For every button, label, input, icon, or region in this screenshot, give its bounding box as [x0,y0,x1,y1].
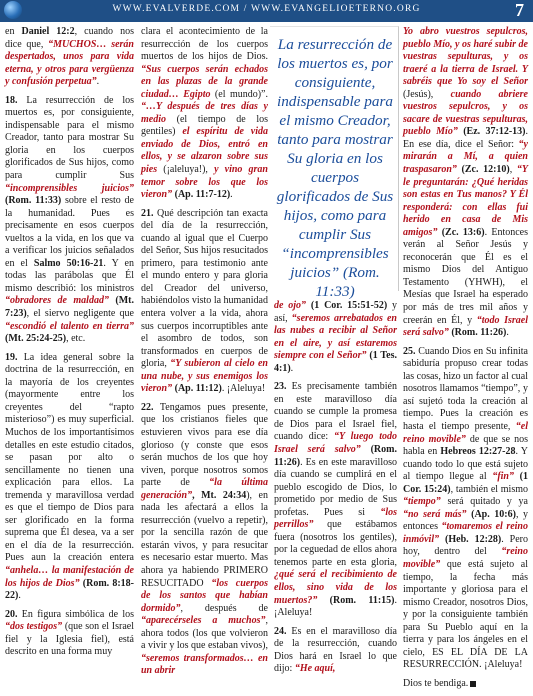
paragraph-17-end: en Daniel 12:2, cuando nos dice que, “MUCHOS… serán despertados, unos para vida eterna, y otros para vergüenza y confusión perpetua”. [5,26,134,88]
paragraph-25: 25. Cuando Dios en Su infinita sabiduría propuso crear todas las cosas, hizo un factor al cual nosotros llamamos “tiempo”, y así sujetó toda la creación al tiempo. Pues la creación es hasta el tiempo presente, “el reino movible” de que se nos habla en Hebreos 12:27-28. Y cuando todo lo que está sujeto al tiempo llegue al “fin” (1 Cor. 15:24), también el mismo “tiempo” será quitado y ya “no será más” (Ap. 10:6), y entonces “tomaremos el reino inmóvil” (Heb. 12:28). Pero hoy, dentro del “reino movible” que está sujeto al tiempo, la fecha más importante y gloriosa para el mismo Creador, nosotros Dios, y por la consiguiente también para Su Pueblo aquí en la tierra y para los ángeles en el cielo, ES EL DÍA DE LA RESURRECCIÓN. ¡Aleluya! [403,345,529,671]
end-mark-icon [470,681,476,687]
paragraph-20: 20. En figura simbólica de los “dos testigos” (que son el Israel fiel y la Iglesia fiel), está descrito en una forma muy [5,608,134,658]
paragraph-18: 18. La resurrección de los muertos es, por consiguiente, indispensable para el mismo Creador, tanto para mostrar Su gloria en los cuerpos glorificados de Sus hijos, como para cumplir Sus “incomprensibles juicios” (Rom. 11:33) sobre el resto de la humanidad. Pues es precisamente en esos cuerpos vueltos a la vida, en los que va a verificar los juicios señalados en el Salmo 50:16-21. Y en todas las parábolas que Él mismo describió: los ministros “obradores de maldad” (Mt. 7:23), el siervo negligente que “escondió el talento en tierra” (Mt. 25:24-25), etc. [5,94,134,345]
page-number: 7 [515,0,524,20]
paragraph-22-end: de ojo” (1 Cor. 15:51-52) y así, “seremos arrebatados en las nubes a recibir al Señor en el aire, y así estaremos siempre con el Señor” (1 Tes. 4:1). [274,300,397,374]
paragraph-20-cont: clara el acontecimiento de la resurrección de los cuerpos muertos de los hijos de Dios. “Sus cuerpos serán echados en las plazas de la grande ciudad… Egipto (el mundo)”. “…Y después de tres días y medio (el tiempo de los gentiles) el espíritu de vida enviado de Dios, entró en ellos, y se alzaron sobre sus pies (¡aleluya!), y vino gran temor sobre los que los vieron” (Ap. 11:7-12). [141,26,268,201]
paragraph-22: 22. Tengamos pues presente, que los cristianos fieles que estuvieren vivos para ese día glorioso (y conste que esos serán muchos de los que hoy viven, porque nosotros somos parte de “la última generación”, Mt. 24:34), en nada les afectará a ellos la resurrección (vuelvo a repetir), por la sencilla razón de que estarán vivos, y para resucitar es necesario estar muerto. Mas ahora ya habiendo PRIMERO RESUCITADO “los cuerpos de los santos que habían dormido”, después de “aparecérseles a muchos”, ahora todos (los que volvieron a vivir y los que estaban vivos), “seremos transformados… en un abrir [141,401,268,677]
column-3 [274,300,397,682]
column-1 [5,26,134,665]
pull-quote-text: La resurrección de los muertos es, por consiguiente, indispensable para el mismo Creador, tanto para mostrar Su gloria en los cuerpos glorificados de Sus hijos, como para cumplir Sus “incomprensibles juicios” (Rom. 11:33) [276,36,394,300]
paragraph-19: 19. La idea general sobre la doctrina de la resurrección, en la mayoría de los creyentes (mayormente entre los creyentes del “rapto misterioso”) es muy superficial. Muchos de los importantísimos detalles en este estudio citados, se pasan por alto o sencillamente no tienen una explicación para ellos. La tremenda y maravillosa verdad es que el tiempo de Dios para ser glorificado en la forma suprema que Él desea, va a ser en el día de la resurrección. Pues aun la creación entera “anhela… la manifestación de los hijos de Dios” (Rom. 8:18-22). [5,351,134,602]
paragraph-24: 24. Es en el maravilloso día de la resurrección, cuando Dios hará en Israel lo que dijo: “He aquí, [274,625,397,675]
column-4 [403,26,528,696]
pull-quote [270,26,399,300]
page-header [0,0,533,22]
paragraph-23: 23. Es precisamente también en este maravilloso día cuando se cumple la promesa de Dios para el Israel fiel, cuando dice: “Y luego todo Israel será salvo” (Rom. 11:26). Es en este maravilloso día cuando se cumplirá en el pueblo escogido de Dios, lo prometido por medio de Sus profetas. Pues si “los perrillos” que estábamos fuera (nosotros los gentiles), por la ceguedad de ellos ahora tenemos parte en esta gloria, ¿qué será el recibimiento de ellos, sino vida de los muertos?” (Rom. 11:15). ¡Aleluya! [274,381,398,619]
paragraph-24-cont: Yo abro vuestros sepulcros, pueblo Mío, y os haré subir de vuestras sepulturas, y os traeré a la tierra de Israel. Y sabréis que Yo soy el Señor (Jesús), cuando abriere vuestros sepulcros, y os sacare de vuestras sepulturas, pueblo Mío” (Ez. 37:12-13). En ese día, dice el Señor: “y mirarán a Mí, a quien traspasaron” (Zc. 12:10), “Y le preguntarán: ¿Qué heridas son estas en Tus manos? Y Él responderá: con ellas fui herido en casa de Mis amigos” (Zc. 13:6). Entonces verán al Señor Jesús y reconocerán que Él es el mismo Dios del Antiguo Testamento (YHWH), el Mesías que Israel ha esperado por más de tres mil años y creerán en Él, y “todo Israel será salvo” (Rom. 11:26). [403,26,528,339]
paragraph-21: 21. Qué descripción tan exacta del día de la resurrección, cuando al igual que el Cuerpo del Señor, Sus hijos resucitados primero, para testimonio ante el mundo entero y para gloria del Creador del universo, habiéndolos visto la humanidad entera volver a la vida, ahora sus cuerpos incorruptibles ante el asombro de todos, son transformados en cuerpos de gloria, “Y subieron al cielo en una nube, y sus enemigos los vieron” (Ap. 11:12). ¡Aleluya! [141,207,268,395]
website-urls: WWW.EVALVERDE.COM / WWW.EVANGELIOETERNO.ORG [112,4,421,14]
column-2 [141,26,268,684]
closing-blessing: Dios te bendiga. [403,678,528,691]
